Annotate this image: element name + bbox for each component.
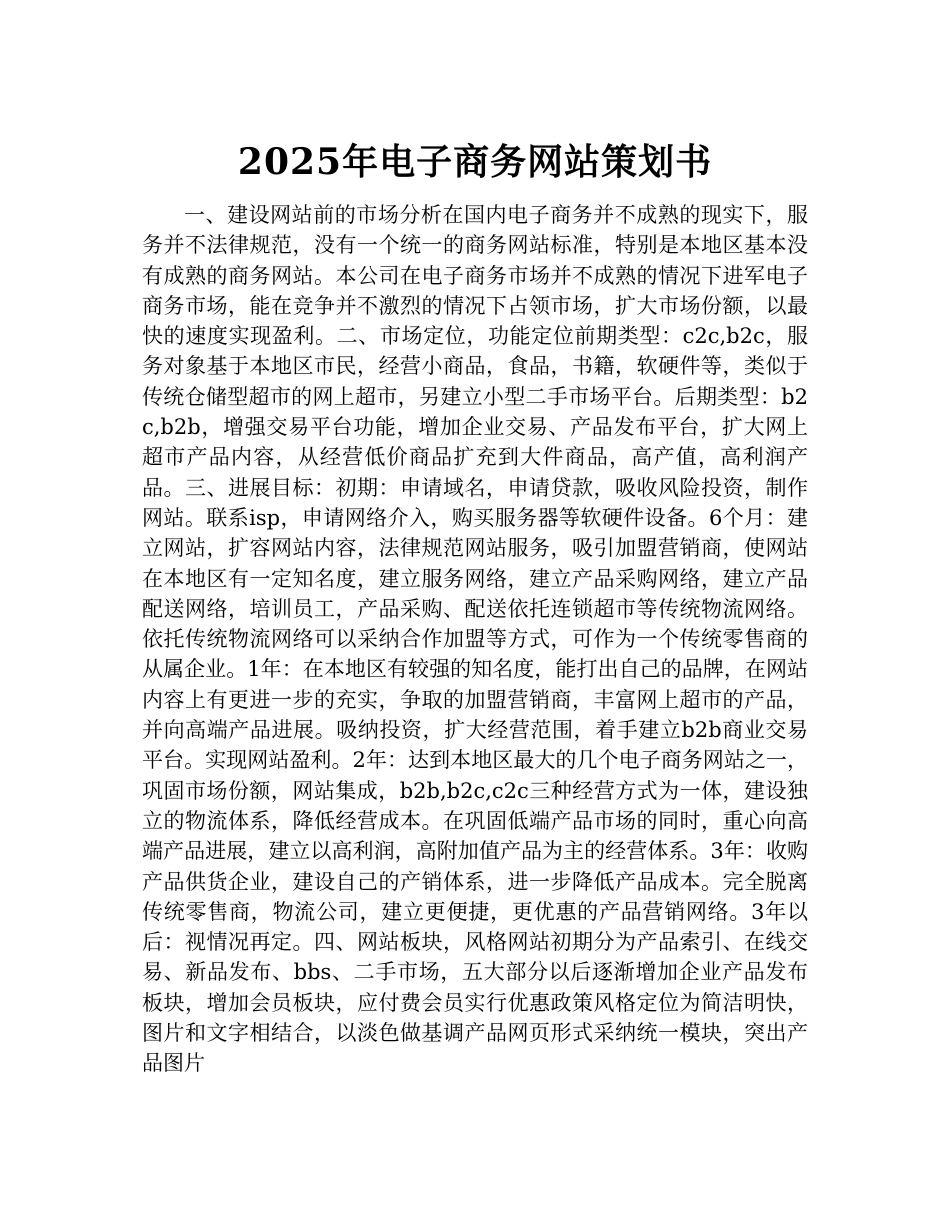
document-title: 2025年电子商务网站策划书 [237,141,713,184]
document-body-paragraph: 一、建设网站前的市场分析在国内电子商务并不成熟的现实下，服务并不法律规范，没有一个统一的商务网站标准，特别是本地区基本没有成熟的商务网站。本公司在电子商务市场并不成熟的情况下进军电子商务市场，能在竞争并不激烈的情况下占领市场，扩大市场份额，以最快的速度实现盈利。二、市场定位，功能定位前期类型：c2c,b2c，服务对象基于本地区市民，经营小商品，食品，书籍，软硬件等，类似于传统仓储型超市的网上超市，另建立小型二手市场平台。后期类型：b2c,b2b，增强交易平台功能，增加企业交易、产品发布平台，扩大网上超市产品内容，从经营低价商品扩充到大件商品，高产值，高利润产品。三、进展目标：初期：申请域名，申请贷款，吸收风险投资，制作网站。联系isp，申请网络介入，购买服务器等软硬件设备。6个月：建立网站，扩容网站内容，法律规范网站服务，吸引加盟营销商，使网站在本地区有一定知名度，建立服务网络，建立产品采购网络，建立产品配送网络，培训员工，产品采购、配送依托连锁超市等传统物流网络。依托传统物流网络可以采纳合作加盟等方式，可作为一个传统零售商的从属企业。1年：在本地区有较强的知名度，能打出自己的品牌，在网站内容上有更进一步的充实，争取的加盟营销商，丰富网上超市的产品，并向高端产品进展。吸纳投资，扩大经营范围，着手建立b2b商业交易平台。实现网站盈利。2年：达到本地区最大的几个电子商务网站之一，巩固市场份额，网站集成，b2b,b2c,c2c三种经营方式为一体，建设独立的物流体系，降低经营成本。在巩固低端产品市场的同时，重心向高端产品进展，建立以高利润，高附加值产品为主的经营体系。3年：收购产品供货企业，建设自己的产销体系，进一步降低产品成本。完全脱离传统零售商，物流公司，建立更便捷，更优惠的产品营销网络。3年以后：视情况再定。四、网站板块，风格网站初期分为产品索引、在线交易、新品发布、bbs、二手市场，五大部分以后逐渐增加企业产品发布板块，增加会员板块，应付费会员实行优惠政策风格定位为简洁明快，图片和文字相结合，以淡色做基调产品网页形式采纳统一模块，突出产品图片 [142,203,808,1076]
